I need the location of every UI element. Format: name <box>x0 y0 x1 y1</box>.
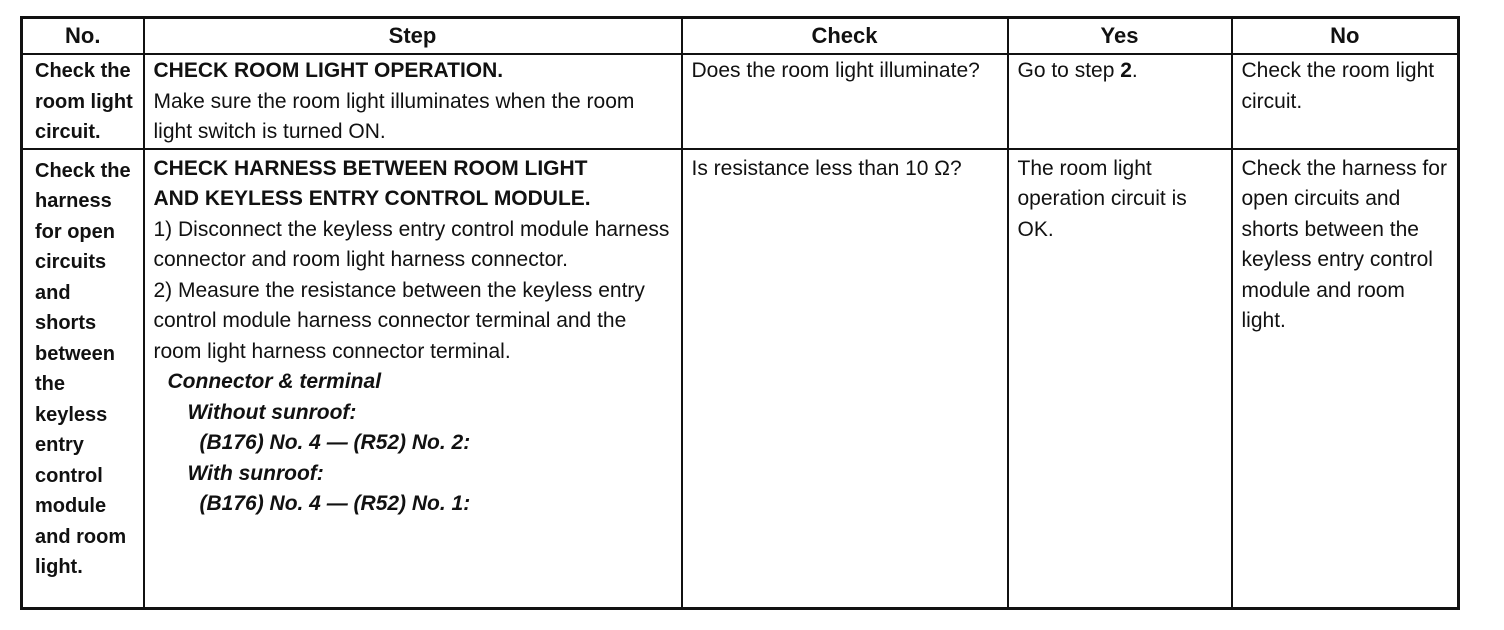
yes-text: The room light operation circuit is OK. <box>1017 156 1187 241</box>
no-text: Check the harness for open circuits and shorts between the keyless entry control module and room light. <box>1241 156 1447 332</box>
yes-step-number: 2 <box>1120 59 1132 82</box>
without-sunroof-label: Without sunroof: <box>187 400 357 424</box>
header-no: No. <box>22 18 144 55</box>
check-text: Is resistance less than 10 Ω? <box>691 156 962 180</box>
row-number: Check the harness for open circuits and shorts between the keyless entry control module and room light. <box>35 159 131 578</box>
header-row <box>22 18 1459 55</box>
no-text: Check the room light circuit. <box>1241 59 1435 113</box>
yes-text <box>1009 55 1231 87</box>
yes-suffix: . <box>1131 59 1138 82</box>
without-sunroof-terminals: (B176) No. 4 — (R52) No. 2: <box>199 431 471 454</box>
row-number-cell <box>22 149 144 609</box>
step-text: Make sure the room light illuminates when the room light switch is turned ON. <box>153 89 635 143</box>
header-check: Check <box>682 18 1008 55</box>
check-cell <box>682 54 1008 149</box>
row-number-cell <box>22 54 144 149</box>
step-cell <box>144 149 682 609</box>
step-instruction-2: 2) Measure the resistance between the keyless entry control module harness connector terminal and the room light harness connector terminal. <box>153 278 645 363</box>
yes-cell <box>1008 54 1232 149</box>
check-cell <box>682 149 1008 609</box>
step-title: CHECK ROOM LIGHT OPERATION. <box>153 59 504 82</box>
connector-heading: Connector & terminal <box>167 370 382 393</box>
no-cell <box>1232 149 1459 609</box>
diagnostic-table <box>20 16 1460 610</box>
yes-prefix: Go to step <box>1017 59 1121 82</box>
yes-cell <box>1008 149 1232 609</box>
header-no-result: No <box>1232 18 1459 55</box>
table-row <box>22 149 1459 609</box>
row-number: Check the room light circuit. <box>35 60 133 143</box>
step-instruction-1: 1) Disconnect the keyless entry control module harness connector and room light harness connector. <box>153 217 670 271</box>
header-yes: Yes <box>1008 18 1232 55</box>
with-sunroof-label: With sunroof: <box>187 461 324 485</box>
table-row <box>22 54 1459 149</box>
with-sunroof-terminals: (B176) No. 4 — (R52) No. 1: <box>199 492 471 515</box>
check-text: Does the room light illuminate? <box>691 59 980 82</box>
step-cell <box>144 54 682 149</box>
no-cell <box>1232 54 1459 149</box>
header-step: Step <box>144 18 682 55</box>
step-title: CHECK HARNESS BETWEEN ROOM LIGHT AND KEYLESS ENTRY CONTROL MODULE. <box>153 156 591 210</box>
